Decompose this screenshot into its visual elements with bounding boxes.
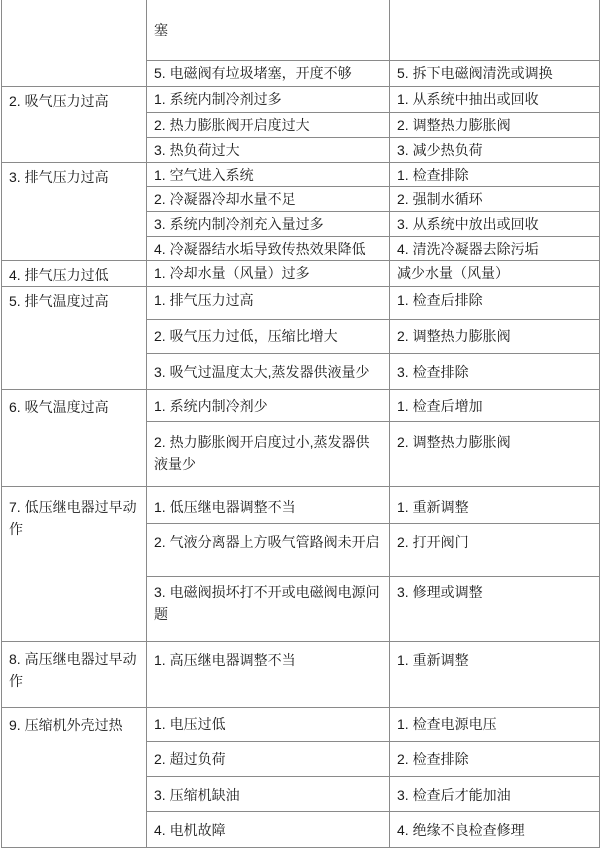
remedy-cell: 4. 绝缘不良检查修理 [390,811,600,847]
cause-cell: 1. 电压过低 [147,707,390,741]
cause-cell: 2. 热力膨胀阀开启度过大 [147,112,390,137]
fault-cell: 7. 低压继电器过早动作 [2,486,147,641]
remedy-cell: 2. 检查排除 [390,741,600,776]
remedy-cell: 4. 清洗冷凝器去除污垢 [390,236,600,260]
fault-cell: 5. 排气温度过高 [2,286,147,389]
table-row [2,162,600,186]
remedy-cell [390,0,600,60]
cause-cell: 2. 超过负荷 [147,741,390,776]
remedy-cell: 2. 强制水循环 [390,186,600,211]
remedy-cell: 1. 检查后增加 [390,389,600,421]
remedy-cell: 减少水量（风量） [390,260,600,286]
remedy-cell: 5. 拆下电磁阀清洗或调换 [390,60,600,86]
remedy-cell: 3. 减少热负荷 [390,137,600,162]
remedy-cell: 1. 重新调整 [390,641,600,707]
cause-cell: 1. 排气压力过高 [147,286,390,319]
fault-cell: 9. 压缩机外壳过热 [2,707,147,847]
remedy-cell: 1. 检查排除 [390,162,600,186]
cause-cell: 1. 系统内制冷剂少 [147,389,390,421]
remedy-cell: 1. 重新调整 [390,486,600,523]
cause-cell: 1. 冷却水量（风量）过多 [147,260,390,286]
remedy-cell: 1. 检查电源电压 [390,707,600,741]
fault-cell: 2. 吸气压力过高 [2,86,147,162]
table-row [2,486,600,523]
cause-cell: 3. 热负荷过大 [147,137,390,162]
cause-cell: 4. 电机故障 [147,811,390,847]
remedy-cell: 3. 修理或调整 [390,576,600,641]
cause-cell: 3. 系统内制冷剂充入量过多 [147,211,390,236]
remedy-cell: 2. 调整热力膨胀阀 [390,421,600,486]
cause-cell: 4. 冷凝器结水垢导致传热效果降低 [147,236,390,260]
cause-cell: 2. 热力膨胀阀开启度过小,蒸发器供液量少 [147,421,390,486]
table-row [2,389,600,421]
troubleshooting-table [1,0,600,848]
remedy-cell: 3. 检查后才能加油 [390,776,600,811]
fault-cell: 6. 吸气温度过高 [2,389,147,486]
remedy-cell: 1. 检查后排除 [390,286,600,319]
cause-cell: 3. 吸气过温度太大,蒸发器供液量少 [147,353,390,389]
cause-cell: 1. 低压继电器调整不当 [147,486,390,523]
cause-cell: 2. 冷凝器冷却水量不足 [147,186,390,211]
cause-cell: 3. 电磁阀损坏打不开或电磁阀电源问题 [147,576,390,641]
cause-cell: 1. 系统内制冷剂过多 [147,86,390,112]
fault-cell: 3. 排气压力过高 [2,162,147,260]
table-row [2,286,600,319]
remedy-cell: 3. 检查排除 [390,353,600,389]
remedy-cell: 2. 调整热力膨胀阀 [390,112,600,137]
table-row [2,86,600,112]
table-row [2,707,600,741]
table-row [2,641,600,707]
table-row [2,0,600,60]
fault-cell: 8. 高压继电器过早动作 [2,641,147,707]
fault-cell: 4. 排气压力过低 [2,260,147,286]
cause-cell: 5. 电磁阀有垃圾堵塞，开度不够 [147,60,390,86]
cause-cell: 1. 高压继电器调整不当 [147,641,390,707]
remedy-cell: 2. 打开阀门 [390,523,600,576]
cause-cell: 3. 压缩机缺油 [147,776,390,811]
remedy-cell: 1. 从系统中抽出或回收 [390,86,600,112]
fault-cell [2,0,147,86]
cause-cell: 2. 吸气压力过低，压缩比增大 [147,319,390,353]
table-row [2,260,600,286]
cause-cell: 2. 气液分离器上方吸气管路阀未开启 [147,523,390,576]
remedy-cell: 3. 从系统中放出或回收 [390,211,600,236]
remedy-cell: 2. 调整热力膨胀阀 [390,319,600,353]
cause-cell: 1. 空气进入系统 [147,162,390,186]
cause-cell: 塞 [147,0,390,60]
